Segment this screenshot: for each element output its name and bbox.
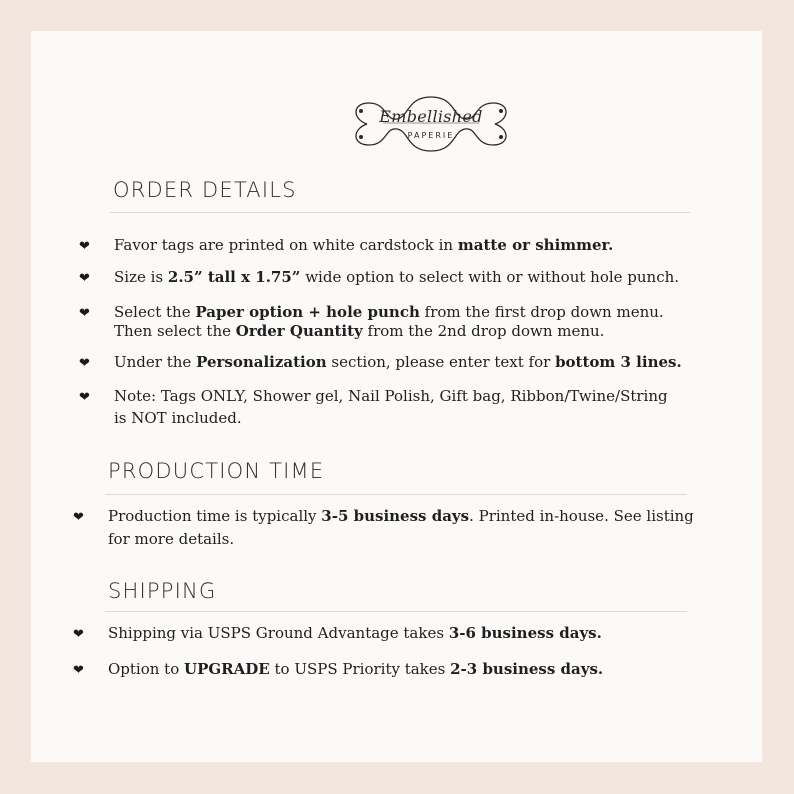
item-text: section, please enter text for — [326, 353, 556, 371]
item-text: Then select the — [114, 322, 236, 340]
section-divider — [105, 494, 687, 495]
section-heading: SHIPPING — [108, 579, 217, 603]
item-text: Size is — [114, 268, 168, 286]
item-text: Under the — [114, 353, 197, 371]
list-item-line — [108, 660, 603, 679]
emphasis-text: Order Quantity — [235, 322, 363, 340]
list-item-line — [108, 507, 694, 526]
item-text: to USPS Priority takes — [269, 660, 451, 678]
heart-icon: ❤ — [79, 356, 90, 371]
list-item-line — [114, 236, 613, 255]
emphasis-text: matte or shimmer. — [457, 236, 614, 254]
section-divider — [110, 212, 690, 213]
logo-subtitle: PAPERIE — [407, 131, 455, 140]
item-text: . Printed in-house. See listing — [469, 507, 694, 525]
list-item-line — [114, 409, 242, 428]
brand-logo — [347, 91, 515, 157]
list-item-line — [114, 387, 668, 406]
emphasis-text: 3-6 business days. — [448, 624, 602, 642]
item-text: Favor tags are printed on white cardstock in — [114, 236, 458, 254]
item-text: Note: Tags ONLY, Shower gel, Nail Polish, Gift bag, Ribbon/Twine/String — [114, 387, 668, 405]
emphasis-text: Paper option + hole punch — [195, 303, 420, 321]
item-text: Production time is typically — [108, 507, 322, 525]
heart-icon: ❤ — [73, 627, 84, 642]
emphasis-text: UPGRADE — [184, 660, 270, 678]
heart-icon: ❤ — [73, 663, 84, 678]
heart-icon: ❤ — [79, 271, 90, 286]
item-text: from the 2nd drop down menu. — [362, 322, 605, 340]
list-item-line — [114, 268, 679, 287]
emphasis-text: 2-3 business days. — [450, 660, 604, 678]
section-divider — [105, 611, 687, 612]
item-text: for more details. — [108, 530, 235, 548]
emphasis-text: 2.5” tall x 1.75” — [167, 268, 301, 286]
section-heading: PRODUCTION TIME — [108, 459, 325, 483]
logo-script-text: Embellished — [379, 107, 483, 126]
list-item-line — [108, 624, 602, 643]
item-text: Option to — [108, 660, 185, 678]
list-item-line — [108, 530, 234, 549]
section-heading: ORDER DETAILS — [113, 178, 297, 202]
item-text: Shipping via USPS Ground Advantage takes — [108, 624, 449, 642]
heart-icon: ❤ — [79, 306, 90, 321]
heart-icon: ❤ — [79, 390, 90, 405]
emphasis-text: Personalization — [196, 353, 327, 371]
list-item-line — [114, 303, 664, 322]
heart-icon: ❤ — [79, 239, 90, 254]
info-card — [31, 31, 762, 762]
emphasis-text: 3-5 business days — [321, 507, 470, 525]
list-item-line — [114, 322, 604, 341]
emphasis-text: bottom 3 lines. — [555, 353, 682, 371]
heart-icon: ❤ — [73, 510, 84, 525]
item-text: from the first drop down menu. — [419, 303, 664, 321]
item-text: is NOT included. — [114, 409, 242, 427]
item-text: Select the — [114, 303, 196, 321]
item-text: wide option to select with or without hole punch. — [300, 268, 680, 286]
list-item-line — [114, 353, 682, 372]
